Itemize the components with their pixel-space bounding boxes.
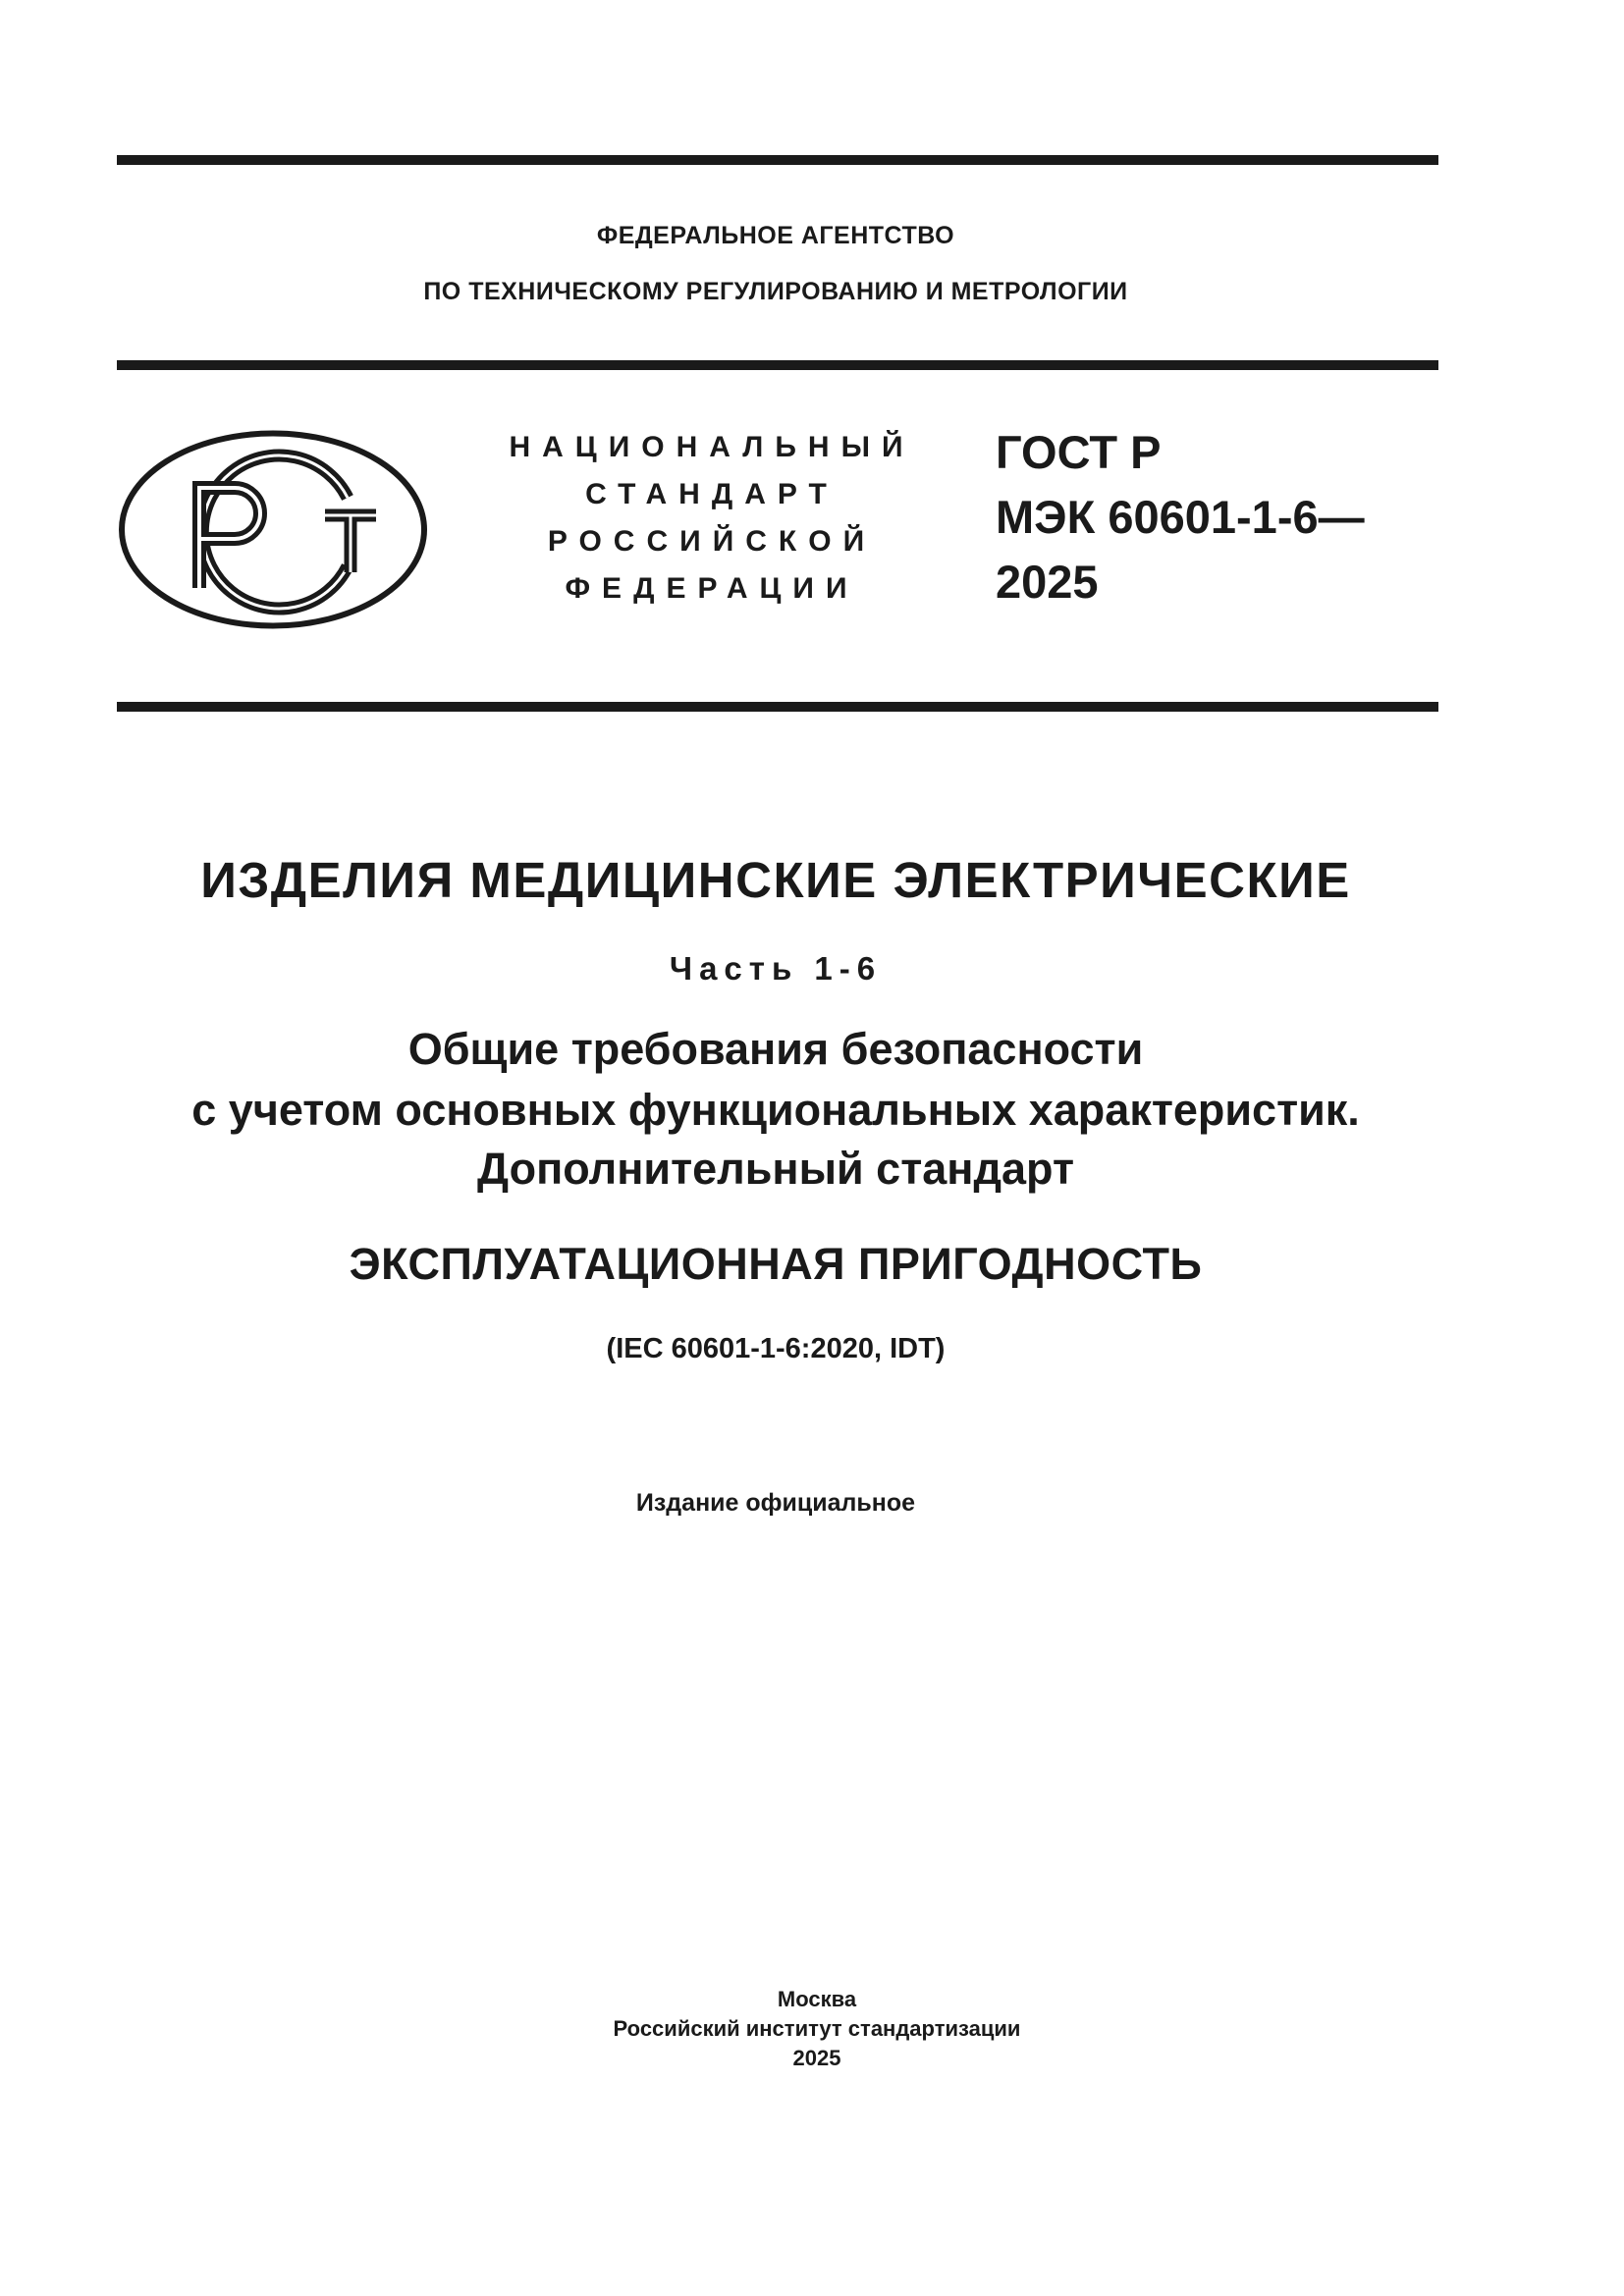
imprint-year: 2025 xyxy=(792,2046,841,2070)
subtitle-line-1: Общие требования безопасности xyxy=(407,1024,1144,1074)
subtitle-line-2: с учетом основных функциональных характеристик. xyxy=(191,1085,1360,1135)
national-standard-line-2: СТАНДАРТ xyxy=(585,478,839,510)
designation-line-2: МЭК 60601-1-6— xyxy=(996,491,1365,543)
topic-title: ЭКСПЛУАТАЦИОННАЯ ПРИГОДНОСТЬ xyxy=(349,1239,1203,1289)
national-standard-line-4: ФЕДЕРАЦИИ xyxy=(565,572,859,605)
agency-bottom-rule xyxy=(117,360,1438,370)
top-rule xyxy=(117,155,1438,165)
rst-logo xyxy=(117,429,429,630)
header-bottom-rule xyxy=(117,702,1438,712)
designation-block xyxy=(996,420,1428,614)
national-standard-line-1: НАЦИОНАЛЬНЫЙ xyxy=(509,431,915,463)
designation-line-1: ГОСТ Р xyxy=(996,426,1162,478)
designation-line-3: 2025 xyxy=(996,556,1099,608)
subtitle-line-3: Дополнительный стандарт xyxy=(477,1144,1074,1194)
agency-line-2: ПО ТЕХНИЧЕСКОМУ РЕГУЛИРОВАНИЮ И МЕТРОЛОГИИ xyxy=(423,278,1128,305)
agency-line-1: ФЕДЕРАЛЬНОЕ АГЕНТСТВО xyxy=(596,222,955,249)
document-title: ИЗДЕЛИЯ МЕДИЦИНСКИЕ ЭЛЕКТРИЧЕСКИЕ xyxy=(200,852,1351,908)
national-standard-block xyxy=(491,424,933,613)
imprint-city: Москва xyxy=(777,1987,857,2011)
national-standard-line-3: РОССИЙСКОЙ xyxy=(547,525,877,558)
imprint-publisher: Российский институт стандартизации xyxy=(613,2016,1021,2041)
edition-label: Издание официальное xyxy=(635,1489,916,1517)
part-number: Часть 1-6 xyxy=(669,950,883,987)
iec-reference: (IEC 60601-1-6:2020, IDT) xyxy=(606,1333,946,1364)
